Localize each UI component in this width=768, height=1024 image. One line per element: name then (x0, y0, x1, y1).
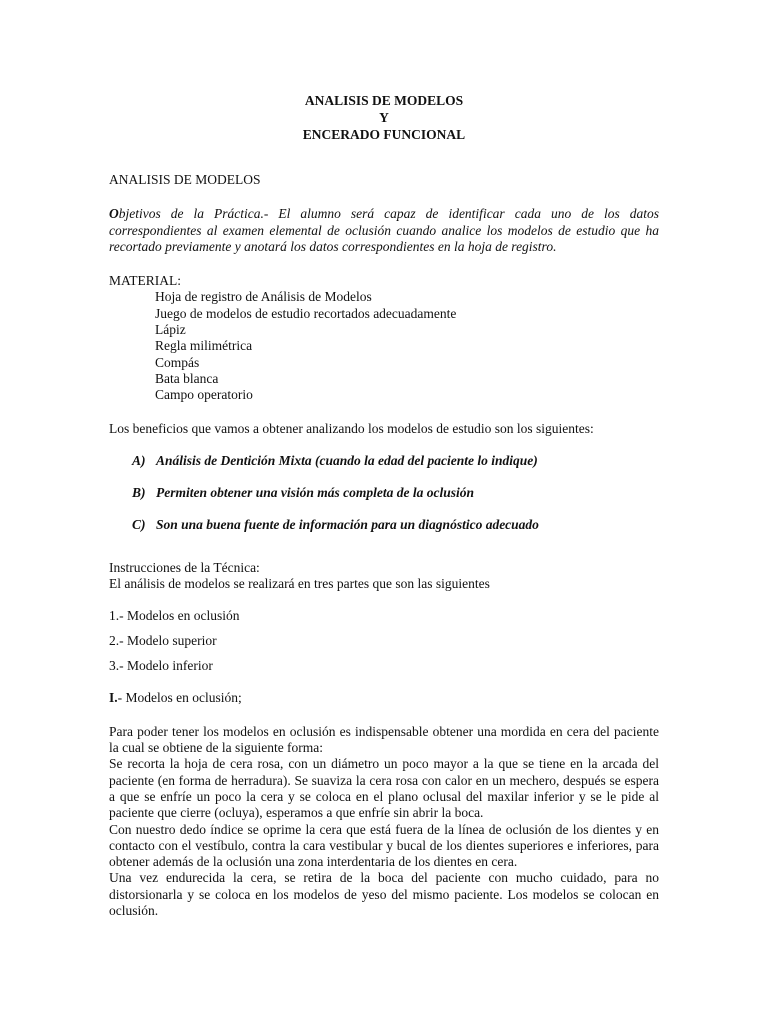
body-paragraph: Se recorta la hoja de cera rosa, con un diámetro un poco mayor a la que se tiene en la arcada del paciente (en forma de herradura). Se suaviza la cera rosa con calor en un mechero, después se espera a que se enfríe un poco la cera y se coloca en el plano oclusal del maxilar inferior y se le pide al paciente que cierre (ocluya), esperamos a que enfríe sin abrir la boca. (109, 756, 659, 821)
step-item: 1.- Modelos en oclusión (109, 608, 240, 624)
benefit-item (132, 453, 659, 469)
material-title: MATERIAL: (109, 273, 181, 289)
document-body (109, 172, 659, 919)
benefit-list (109, 453, 659, 534)
material-list (109, 289, 659, 403)
objectives-paragraph (109, 206, 659, 255)
material-item: Compás (155, 354, 200, 370)
material-item: Regla milimétrica (155, 338, 253, 354)
benefit-item (132, 485, 659, 501)
steps-list (109, 608, 659, 674)
instructions (109, 560, 659, 593)
section-one-heading (109, 690, 659, 706)
objectives-lead-letter: O (109, 206, 119, 222)
section-one-numeral: I. (109, 690, 118, 706)
benefit-marker: A) (132, 452, 146, 468)
material-item: Lápiz (155, 322, 186, 338)
objectives-text: bjetivos de la Práctica.- El alumno será capaz de identificar cada uno de los datos correspondientes al examen elemental de oclusión cuando analice los modelos de estudio que ha recortado previamente y anotará los datos correspondientes en la hoja de registro. (109, 206, 659, 254)
benefit-text: Son una buena fuente de información para un diagnóstico adecuado (156, 517, 539, 533)
material-item: Campo operatorio (155, 387, 253, 403)
benefit-text: Permiten obtener una visión más completa de la oclusión (156, 485, 475, 501)
body-paragraph: Con nuestro dedo índice se oprime la cera que está fuera de la línea de oclusión de los dientes y en contacto con el vestíbulo, contra la cara vestibular y bucal de los dientes superiores e inferiores, para obtener además de la oclusión una zona interdentaria de los dientes en cera. (109, 821, 659, 870)
benefits-intro: Los beneficios que vamos a obtener analizando los modelos de estudio son los siguientes: (109, 420, 594, 436)
body-paragraph: Para poder tener los modelos en oclusión es indispensable obtener una mordida en cera del paciente la cual se obtiene de la siguiente forma: (109, 723, 659, 756)
body-text (109, 724, 659, 920)
material-item: Hoja de registro de Análisis de Modelos (155, 289, 372, 305)
benefit-marker: C) (132, 517, 146, 533)
title-line-1: ANALISIS DE MODELOS (304, 93, 464, 108)
material-item: Bata blanca (155, 370, 219, 386)
material-item: Juego de modelos de estudio recortados adecuadamente (155, 305, 457, 321)
title-line-3: ENCERADO FUNCIONAL (302, 127, 466, 142)
benefit-text: Análisis de Dentición Mixta (cuando la edad del paciente lo indique) (156, 452, 538, 468)
instructions-text: El análisis de modelos se realizará en tres partes que son las siguientes (109, 576, 490, 592)
document-title (0, 92, 768, 143)
step-item: 3.- Modelo inferior (109, 658, 213, 674)
benefit-marker: B) (132, 485, 146, 501)
body-paragraph: Una vez endurecida la cera, se retira de la boca del paciente con mucho cuidado, para no distorsionarla y se coloca en los modelos de yeso del mismo paciente. Los modelos se colocan en oclusión. (109, 870, 659, 918)
instructions-heading: Instrucciones de la Técnica: (109, 559, 260, 575)
benefit-item (132, 517, 659, 533)
section-one-title: - Modelos en oclusión; (117, 690, 242, 706)
section-heading: ANALISIS DE MODELOS (109, 172, 261, 187)
title-line-2: Y (379, 110, 389, 125)
step-item: 2.- Modelo superior (109, 633, 217, 649)
